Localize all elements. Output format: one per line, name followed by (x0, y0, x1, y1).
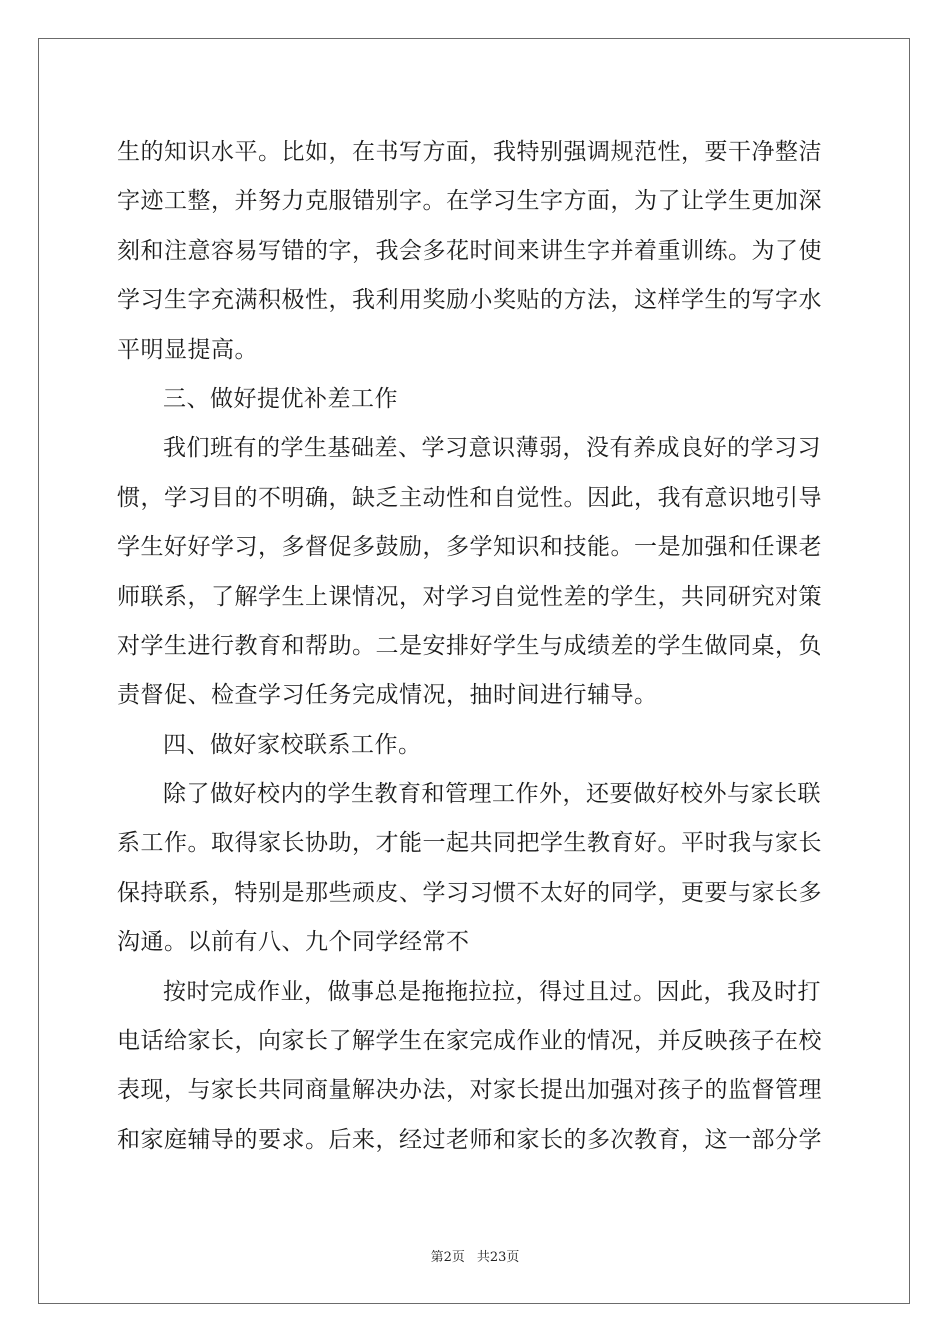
text-line: 四、做好家校联系工作。 (163, 731, 422, 758)
text-line: 惯，学习目的不明确，缺乏主动性和自觉性。因此，我有意识地引导 (117, 484, 822, 511)
document-body (117, 128, 833, 1165)
text-line: 沟通。以前有八、九个同学经常不 (117, 929, 470, 956)
text-line: 学生好好学习，多督促多鼓励，多学知识和技能。一是加强和任课老 (117, 534, 822, 561)
page-footer (0, 1246, 950, 1265)
text-line: 保持联系，特别是那些顽皮、学习习惯不太好的同学，更要与家长多 (117, 879, 822, 906)
text-line: 师联系，了解学生上课情况，对学习自觉性差的学生，共同研究对策 (117, 583, 822, 610)
text-line: 平明显提高。 (117, 336, 258, 363)
page-total: 共23页 (476, 1250, 520, 1265)
text-line: 除了做好校内的学生教育和管理工作外，还要做好校外与家长联 (163, 781, 821, 808)
text-line: 电话给家长，向家长了解学生在家完成作业的情况，并反映孩子在校 (117, 1028, 822, 1055)
text-line: 责督促、检查学习任务完成情况，抽时间进行辅导。 (117, 682, 658, 709)
text-line: 和家庭辅导的要求。后来，经过老师和家长的多次教育，这一部分学 (117, 1126, 822, 1153)
text-line: 对学生进行教育和帮助。二是安排好学生与成绩差的学生做同桌，负 (117, 632, 822, 659)
text-line: 我们班有的学生基础差、学习意识薄弱，没有养成良好的学习习 (163, 435, 821, 462)
text-line: 按时完成作业，做事总是拖拖拉拉，得过且过。因此，我及时打 (163, 978, 821, 1005)
text-line: 学习生字充满积极性，我利用奖励小奖贴的方法，这样学生的写字水 (117, 287, 822, 314)
text-line: 表现，与家长共同商量解决办法，对家长提出加强对孩子的监督管理 (117, 1077, 822, 1104)
text-line: 三、做好提优补差工作 (163, 385, 398, 412)
text-line: 字迹工整，并努力克服错别字。在学习生字方面，为了让学生更加深 (117, 188, 822, 215)
text-line: 生的知识水平。比如，在书写方面，我特别强调规范性，要干净整洁 (117, 139, 822, 165)
page-number: 第2页 (430, 1250, 465, 1265)
text-line: 刻和注意容易写错的字，我会多花时间来讲生字并着重训练。为了使 (117, 237, 822, 264)
text-line: 系工作。取得家长协助，才能一起共同把学生教育好。平时我与家长 (117, 830, 822, 857)
